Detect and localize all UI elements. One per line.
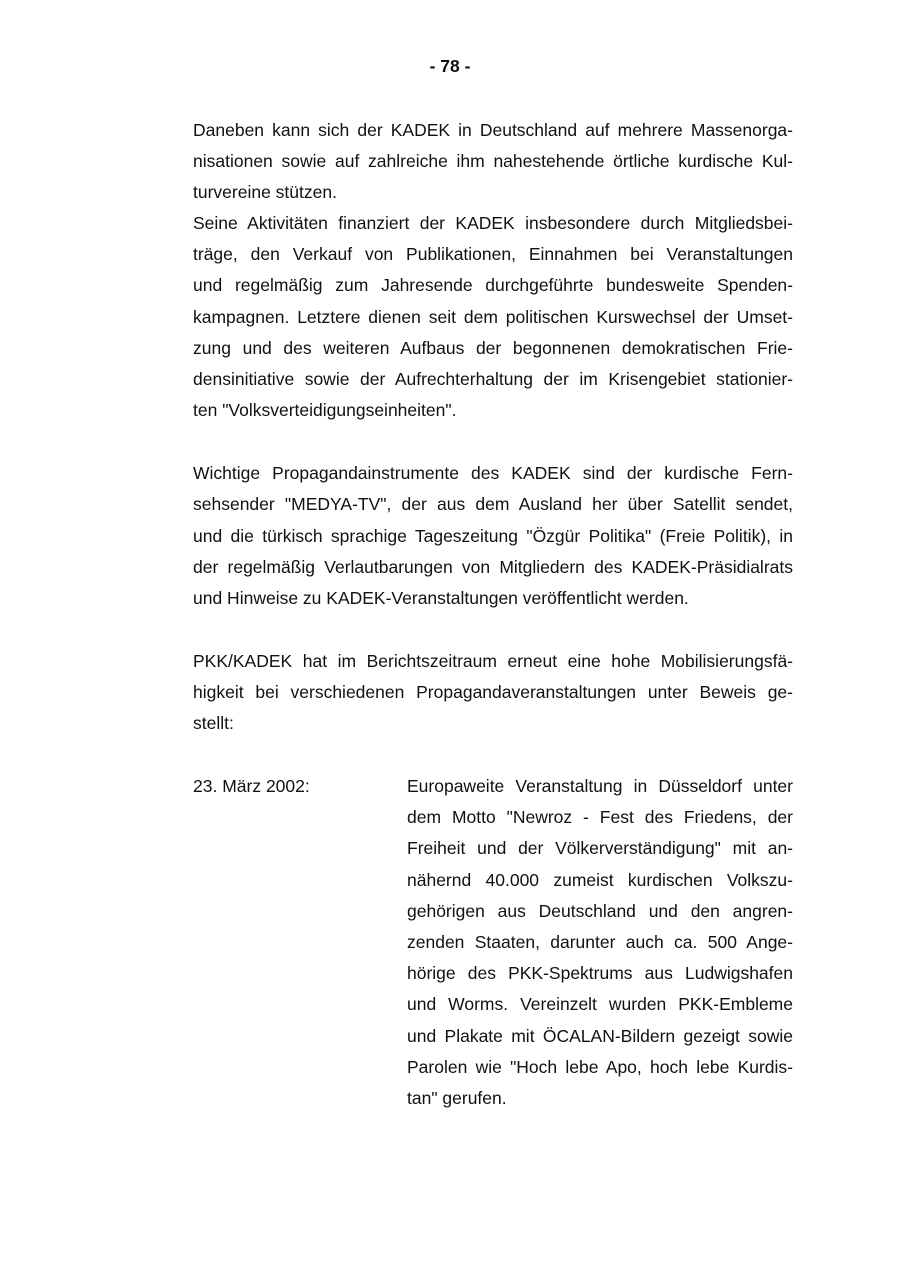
event-line: dem Motto "Newroz - Fest des Friedens, der <box>407 807 793 827</box>
paragraph-line: Seine Aktivitäten finanziert der KADEK insbesondere durch Mitgliedsbei- <box>193 213 793 233</box>
paragraph-line: densinitiative sowie der Aufrechterhaltung der im Krisengebiet stationier- <box>193 369 793 389</box>
page-number: - 78 - <box>429 56 471 76</box>
paragraph-line: Daneben kann sich der KADEK in Deutschland auf mehrere Massenorga- <box>193 120 793 140</box>
paragraph-line: ten "Volksverteidigungseinheiten". <box>193 400 457 420</box>
event-line: und Plakate mit ÖCALAN-Bildern gezeigt sowie <box>407 1026 793 1046</box>
event-line: Europaweite Veranstaltung in Düsseldorf unter <box>407 776 793 796</box>
paragraph-line: und die türkisch sprachige Tageszeitung "Özgür Politika" (Freie Politik), in <box>193 526 793 546</box>
paragraph-line: und Hinweise zu KADEK-Veranstaltungen veröffentlicht werden. <box>193 588 689 608</box>
paragraph-line: nisationen sowie auf zahlreiche ihm nahestehende örtliche kurdische Kul- <box>193 151 793 171</box>
paragraph-line: higkeit bei verschiedenen Propagandaveranstaltungen unter Beweis ge- <box>193 682 793 702</box>
paragraph-line: und regelmäßig zum Jahresende durchgeführte bundesweite Spenden- <box>193 275 793 295</box>
event-line: Freiheit und der Völkerverständigung" mit an- <box>407 838 793 858</box>
event-line: gehörigen aus Deutschland und den angren- <box>407 901 793 921</box>
event-date: 23. März 2002: <box>193 776 310 796</box>
event-line: zenden Staaten, darunter auch ca. 500 Ange- <box>407 932 793 952</box>
event-line: nähernd 40.000 zumeist kurdischen Volkszu- <box>407 870 793 890</box>
paragraph-line: träge, den Verkauf von Publikationen, Einnahmen bei Veranstaltungen <box>193 244 793 264</box>
paragraph-line: kampagnen. Letztere dienen seit dem politischen Kurswechsel der Umset- <box>193 307 793 327</box>
paragraph-line: turvereine stützen. <box>193 182 337 202</box>
paragraph-line: stellt: <box>193 713 234 733</box>
event-line: und Worms. Vereinzelt wurden PKK-Embleme <box>407 994 793 1014</box>
paragraph-line: Wichtige Propagandainstrumente des KADEK sind der kurdische Fern- <box>193 463 793 483</box>
paragraph-line: der regelmäßig Verlautbarungen von Mitgliedern des KADEK-Präsidialrats <box>193 557 793 577</box>
event-line: tan" gerufen. <box>407 1088 507 1108</box>
event-line: hörige des PKK-Spektrums aus Ludwigshafen <box>407 963 793 983</box>
event-line: Parolen wie "Hoch lebe Apo, hoch lebe Kurdis- <box>407 1057 793 1077</box>
paragraph-line: PKK/KADEK hat im Berichtszeitraum erneut eine hohe Mobilisierungsfä- <box>193 651 793 671</box>
paragraph-line: sehsender "MEDYA-TV", der aus dem Ausland her über Satellit sendet, <box>193 494 793 514</box>
paragraph-line: zung und des weiteren Aufbaus der begonnenen demokratischen Frie- <box>193 338 793 358</box>
